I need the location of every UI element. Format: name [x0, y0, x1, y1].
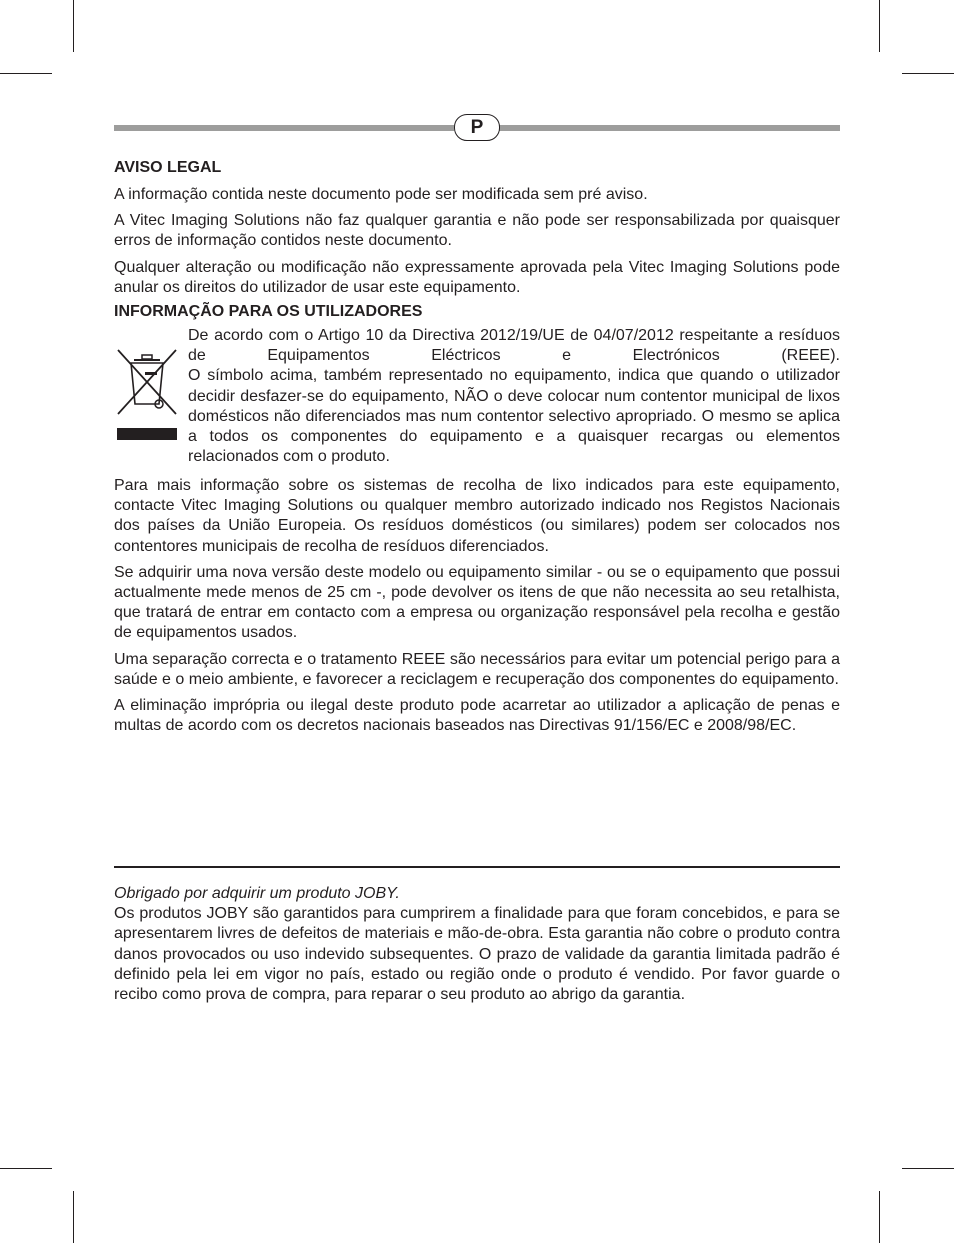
crop-mark [0, 1168, 52, 1169]
weee-paragraph: De acordo com o Artigo 10 da Directiva 2012/19/UE de 04/07/2012 respeitante a resíduos de Equipamentos Eléctricos e Electrónicos (REEE). [188, 327, 840, 365]
legal-heading: AVISO LEGAL [114, 159, 222, 176]
users-info-paragraph: Para mais informação sobre os sistemas de recolha de lixo indicados para este equipamento, contacte Vitec Imaging Solutions ou qualquer membro autorizado indicado nos Registos Nacionais dos países da União Europeia. Os resíduos domésticos (ou similares) podem ser colocados nos contentores municipais de recolha de resíduos diferenciados. [114, 477, 840, 555]
legal-paragraph: A informação contida neste documento pode ser modificada sem pré aviso. [114, 186, 648, 203]
legal-content [114, 158, 840, 736]
warranty-text: Os produtos JOBY são garantidos para cumprirem a finalidade para que foram concebidos, e para se apresentarem livres de defeitos de materiais e mão-de-obra. Esta garantia não cobre o produto contra danos provocados ou uso indevido subsequentes. O prazo de validade da garantia limitada padrão é definido pela lei em vigor no país, estado ou região onde o produto é vendido. Por favor guarde o recibo como prova de compra, para reparar o seu produto ao abrigo da garantia. [114, 905, 840, 1004]
crop-mark [879, 0, 880, 52]
crop-mark [73, 0, 74, 52]
users-info-paragraph: A eliminação imprópria ou ilegal deste produto pode acarretar ao utilizador a aplicação de penas e multas de acordo com os decretos nacionais baseados nas Directivas 91/156/EC e 2008/98/EC. [114, 697, 840, 735]
section-divider [114, 866, 840, 868]
warranty-thanks: Obrigado por adquirir um produto JOBY. [114, 885, 400, 902]
warranty-section [114, 884, 840, 1005]
users-info-paragraph: Se adquirir uma nova versão deste modelo ou equipamento similar - ou se o equipamento que possui actualmente mede menos de 25 cm -, pode devolver os itens de que não necessita ao seu retalhista, que tratará de entrar em contacto com a empresa ou organização responsável pela recolha e gestão de equipamentos usados. [114, 563, 840, 642]
weee-section [114, 326, 840, 476]
users-info-heading: INFORMAÇÃO PARA OS UTILIZADORES [114, 303, 423, 321]
legal-paragraph: A Vitec Imaging Solutions não faz qualquer garantia e não pode ser responsabilizada por quaisquer erros de informação contidos neste documento. [114, 212, 840, 250]
weee-text [188, 326, 840, 467]
crop-mark [902, 1168, 954, 1169]
legal-paragraph: Qualquer alteração ou modificação não expressamente aprovada pela Vitec Imaging Solutions pode anular os direitos do utilizador de usar este equipamento. [114, 258, 840, 296]
crop-mark [902, 73, 954, 74]
header-bar-left [114, 125, 454, 131]
crop-mark [0, 73, 52, 74]
language-badge: P [454, 114, 500, 141]
header-bar-right [498, 125, 840, 131]
crop-mark [879, 1191, 880, 1243]
crop-mark [73, 1191, 74, 1243]
users-info-paragraph: Uma separação correcta e o tratamento REEE são necessários para evitar um potencial perigo para a saúde e o meio ambiente, e favorecer a reciclagem e recuperação dos componentes do equipamento. [114, 650, 840, 688]
weee-paragraph: O símbolo acima, também representado no equipamento, indica que quando o utilizador decidir desfazer-se do equipamento, NÃO o deve colocar num contentor municipal de lixos domésticos não diferenciados mas num contentor selectivo apropriado. O mesmo se aplica a todos os componentes do equipamento e a quaisquer recargas ou elementos relacionados com o produto. [188, 367, 840, 466]
crossed-out-wheelie-bin-icon [114, 346, 180, 446]
